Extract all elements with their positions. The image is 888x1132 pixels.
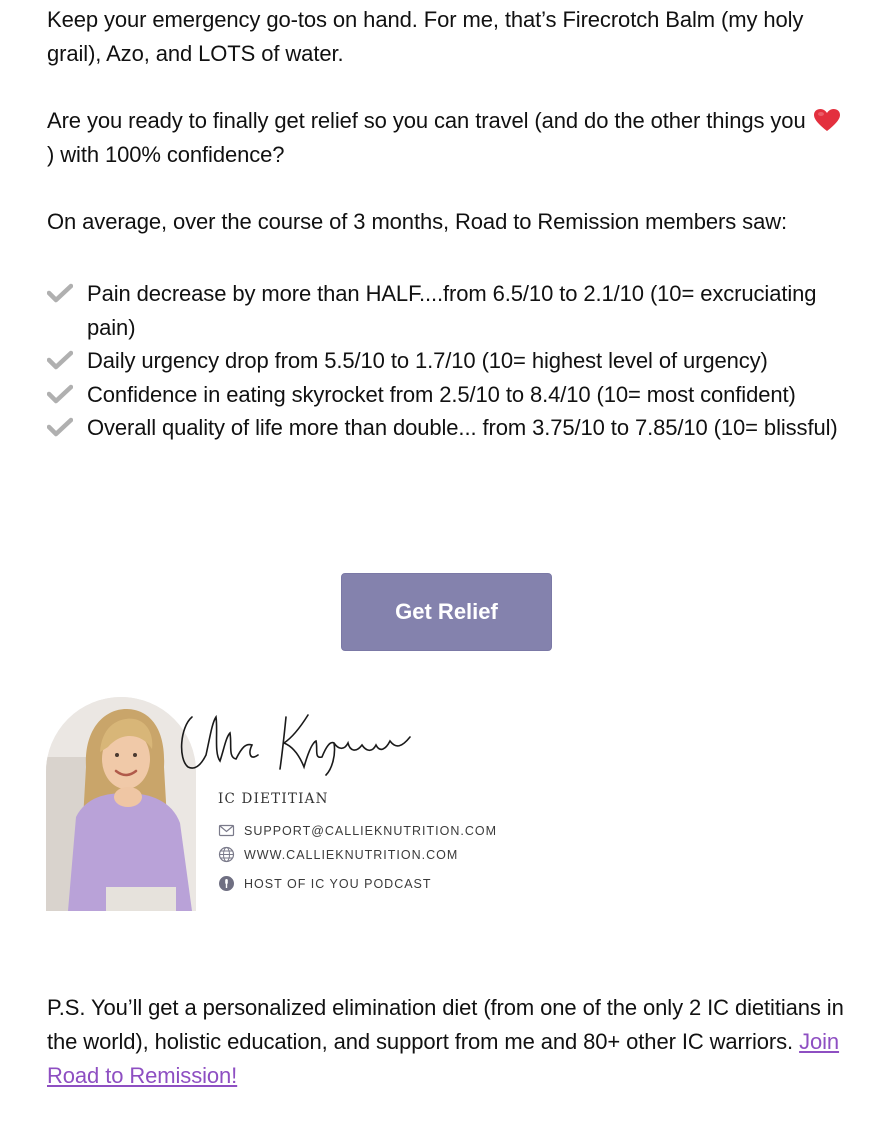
signature-podcast[interactable]: HOST OF IC YOU PODCAST	[244, 876, 432, 891]
signature-email-row[interactable]	[218, 822, 497, 839]
paragraph-emergency: Keep your emergency go-tos on hand. For me, that’s Firecrotch Balm (my holy grail), Azo, and LOTS of water.	[47, 7, 804, 66]
signature-email[interactable]: SUPPORT@CALLIEKNUTRITION.COM	[244, 823, 497, 838]
list-item	[47, 378, 847, 412]
mail-icon	[218, 822, 235, 839]
postscript	[47, 991, 847, 1093]
email-body	[47, 3, 847, 445]
checkmark-icon	[47, 417, 73, 437]
join-road-to-remission-link[interactable]: Join Road to Remission!	[47, 1029, 840, 1088]
signature-podcast-row[interactable]	[218, 875, 432, 892]
email-signature	[46, 697, 497, 911]
profile-photo	[46, 697, 196, 911]
result-text: Confidence in eating skyrocket from 2.5/10 to 8.4/10 (10= most confident)	[87, 381, 796, 407]
result-text: Daily urgency drop from 5.5/10 to 1.7/10 (10= highest level of urgency)	[87, 348, 768, 373]
cta-container	[341, 573, 552, 651]
avatar	[46, 697, 196, 911]
get-relief-button[interactable]: Get Relief	[341, 573, 552, 651]
paragraph-ready-text: Are you ready to finally get relief so you can travel (and do the other things you	[47, 108, 812, 133]
signature-website[interactable]: WWW.CALLIEKNUTRITION.COM	[244, 847, 459, 862]
signature-website-row[interactable]	[218, 846, 458, 863]
result-text: Overall quality of life more than double... from 3.75/10 to 7.85/10 (10= blissful)	[87, 415, 838, 440]
checkmark-icon	[47, 384, 73, 404]
checkmark-icon	[47, 350, 73, 370]
list-item	[47, 344, 847, 378]
globe-icon	[218, 846, 235, 863]
paragraph-ready	[47, 104, 847, 172]
signature-role: IC DIETITIAN	[218, 791, 329, 807]
paragraph-average: On average, over the course of 3 months, Road to Remission members saw:	[47, 209, 788, 234]
checkmark-icon	[47, 283, 73, 303]
podcast-icon	[218, 875, 235, 892]
paragraph-ready-text-end: ) with 100% confidence?	[47, 142, 285, 167]
heart-emoji-icon	[813, 108, 841, 132]
result-text: Pain decrease by more than HALF....from 6.5/10 to 2.1/10 (10= excruciating pain)	[87, 281, 817, 340]
postscript-text: P.S. You’ll get a personalized elimination diet (from one of the only 2 IC dietitians in the world), holistic education, and support from me and 80+ other IC warriors.	[47, 995, 844, 1054]
list-item	[47, 277, 847, 344]
signature-script-name	[176, 697, 416, 777]
results-list	[47, 277, 847, 445]
list-item	[47, 411, 847, 445]
